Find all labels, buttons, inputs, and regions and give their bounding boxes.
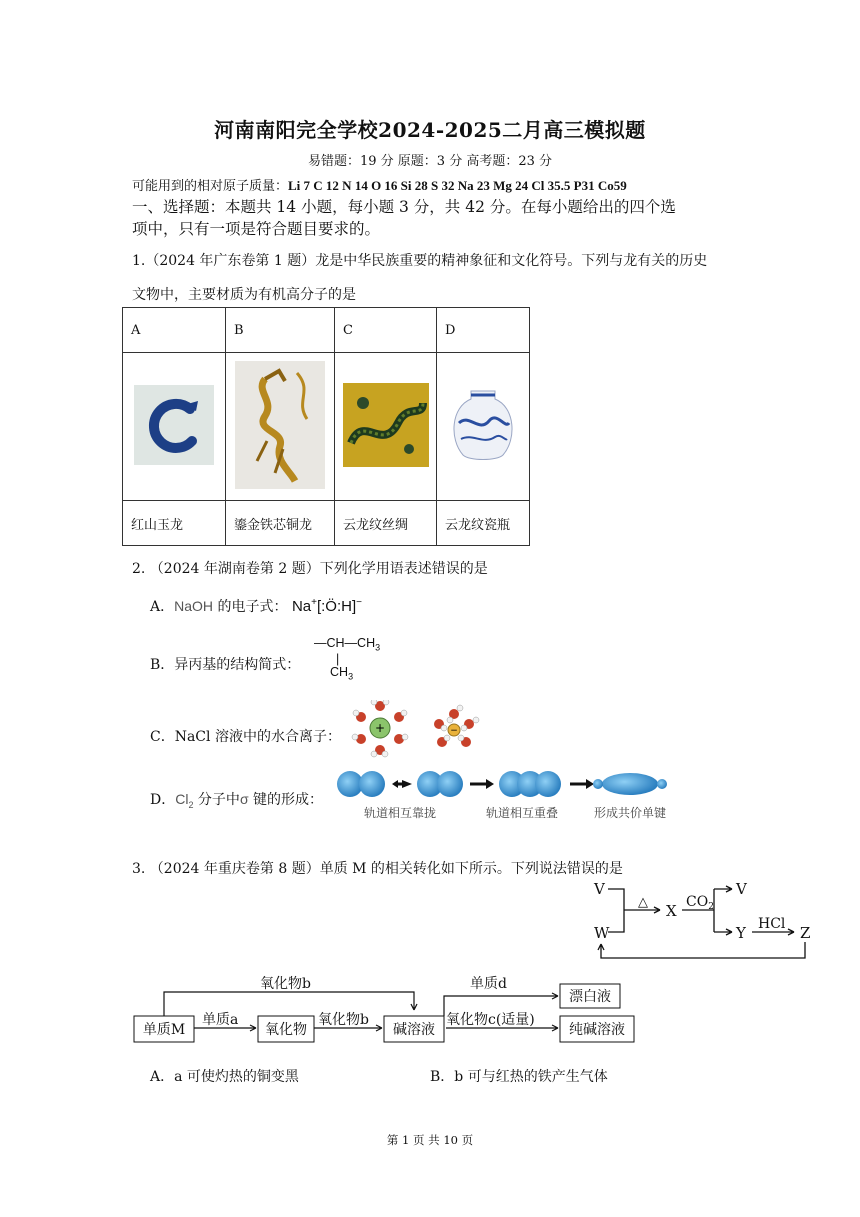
silk-dragon-image <box>343 383 429 467</box>
flow-element-m: 单质M <box>142 1022 186 1038</box>
q2-option-d <box>150 789 323 810</box>
q1-relic-name: 云龙纹丝绸 <box>335 501 437 546</box>
flow-element-a: 单质a <box>202 1012 239 1028</box>
scheme-x: X <box>666 902 677 920</box>
flow-soda-solution: 纯碱溶液 <box>569 1022 625 1038</box>
gilded-dragon-image <box>235 361 325 489</box>
atomic-masses <box>132 175 627 194</box>
atomic-masses-prefix: 可能用到的相对原子质量： <box>132 179 289 194</box>
hcl-label: HCl <box>758 916 786 932</box>
atomic-masses-values: Li 7 C 12 N 14 O 16 Si 28 S 32 Na 23 Mg 24 Cl 35.5 P31 Co59 <box>288 178 627 193</box>
q2-d-formula-sub: 2 <box>188 799 194 810</box>
scheme-z: Z <box>800 924 811 942</box>
isopropyl-branch-sub: 3 <box>348 671 354 681</box>
q1-image-cell <box>123 353 226 501</box>
q2-a-text: 的电子式： <box>213 599 288 615</box>
isopropyl-chain: —CH—CH <box>314 636 376 650</box>
q1-relic-table <box>122 307 530 546</box>
q1-relic-name: 云龙纹瓷瓶 <box>437 501 530 546</box>
jade-dragon-image <box>134 385 214 465</box>
isopropyl-structure: $—CH—CH_3$ | $CH_3$ <box>314 636 381 681</box>
q2-d-formula: Cl <box>175 791 189 807</box>
flow-alkali-solution: 碱溶液 <box>393 1022 435 1038</box>
co2-label <box>686 894 714 912</box>
q2-option-c: C．NaCl 溶液中的水合离子： <box>150 729 341 745</box>
q1-relic-name: 鎏金铁芯铜龙 <box>226 501 335 546</box>
q3-option-a: A．a 可使灼热的铜变黑 <box>150 1069 299 1085</box>
sigma-label: 轨道相互靠拢 <box>363 806 437 820</box>
flow-top-oxide-b: 氧化物b <box>260 976 311 992</box>
sigma-bond-diagram <box>336 766 670 822</box>
page-footer: 第 1 页 共 10 页 <box>386 1133 474 1147</box>
flow-oxide-b: 氧化物b <box>318 1012 369 1028</box>
sigma-symbol: σ <box>239 791 249 807</box>
q2-a-formula: NaOH <box>174 598 214 614</box>
flow-oxide: 氧化物 <box>265 1022 307 1038</box>
q2-a-prefix: A． <box>150 599 175 615</box>
q1-image-cell <box>437 353 530 501</box>
naoh-electron-formula <box>292 598 362 615</box>
q1-stem-line-1: 1.（2024 年广东卷第 1 题）龙是中华民族重要的精神象征和文化符号。下列与龙有关的历史 <box>132 253 708 269</box>
section-line-1: 一、选择题：本题共 14 小题，每小题 3 分，共 42 分。在每小题给出的四个选 <box>132 198 676 216</box>
sigma-label: 轨道相互重叠 <box>485 806 559 820</box>
q1-stem-line-2: 文物中，主要材质为有机高分子的是 <box>132 287 356 303</box>
co2-sub: 2 <box>708 902 714 912</box>
q2-d-prefix: D． <box>150 792 176 808</box>
scheme-v1: V <box>594 880 605 898</box>
score-summary: 易错题：19 分 原题：3 分 高考题：23 分 <box>307 154 553 169</box>
q1-image-cell <box>335 353 437 501</box>
section-line-2: 项中，只有一项是符合题目要求的。 <box>132 220 381 238</box>
svg-text:−: − <box>450 726 458 736</box>
hydrated-ions-diagram <box>350 700 490 758</box>
q3-option-b: B．b 可与红热的铁产生气体 <box>430 1069 608 1085</box>
hydroxide-bracket: [:Ö:H] <box>316 598 357 615</box>
flow-oxide-c: 氧化物c(适量) <box>446 1012 535 1028</box>
q3-reaction-scheme <box>586 876 816 966</box>
q1-image-cell <box>226 353 335 501</box>
isopropyl-chain-sub: 3 <box>375 642 381 653</box>
sigma-label: 形成共价单键 <box>593 806 667 820</box>
q3-stem: 3. （2024 年重庆卷第 8 题）单质 M 的相关转化如下所示。下列说法错误的是 <box>132 861 623 877</box>
na-charge: + <box>311 597 317 608</box>
q1-relic-name: 红山玉龙 <box>123 501 226 546</box>
q1-col-letter: B <box>226 308 335 353</box>
flow-bleach: 漂白液 <box>569 989 611 1005</box>
q1-col-letter: C <box>335 308 437 353</box>
page-title: 河南南阳完全学校2024-2025二月高三模拟题 <box>214 118 646 142</box>
heat-symbol: △ <box>638 895 648 910</box>
porcelain-vase-image <box>443 383 523 467</box>
q1-col-letter: D <box>437 308 530 353</box>
co2-text: CO <box>686 894 709 910</box>
hydroxide-charge: − <box>356 597 362 608</box>
section-heading <box>132 196 752 240</box>
isopropyl-branch: CH <box>330 664 349 679</box>
q2-stem: 2. （2024 年湖南卷第 2 题）下列化学用语表述错误的是 <box>132 561 488 577</box>
scheme-v2: V <box>736 880 747 898</box>
q2-option-a <box>150 596 362 616</box>
scheme-y: Y <box>736 924 746 942</box>
q1-col-letter: A <box>123 308 226 353</box>
na-symbol: Na <box>291 598 312 615</box>
flow-element-d: 单质d <box>470 976 507 992</box>
scheme-w: W <box>594 924 610 942</box>
q3-flow-diagram <box>130 970 640 1050</box>
q2-d-text-2: 键的形成： <box>248 792 324 808</box>
q2-d-text-1: 分子中 <box>193 792 240 808</box>
svg-text:+: + <box>374 721 386 735</box>
q2-option-b: B．异丙基的结构简式： <box>150 657 301 673</box>
